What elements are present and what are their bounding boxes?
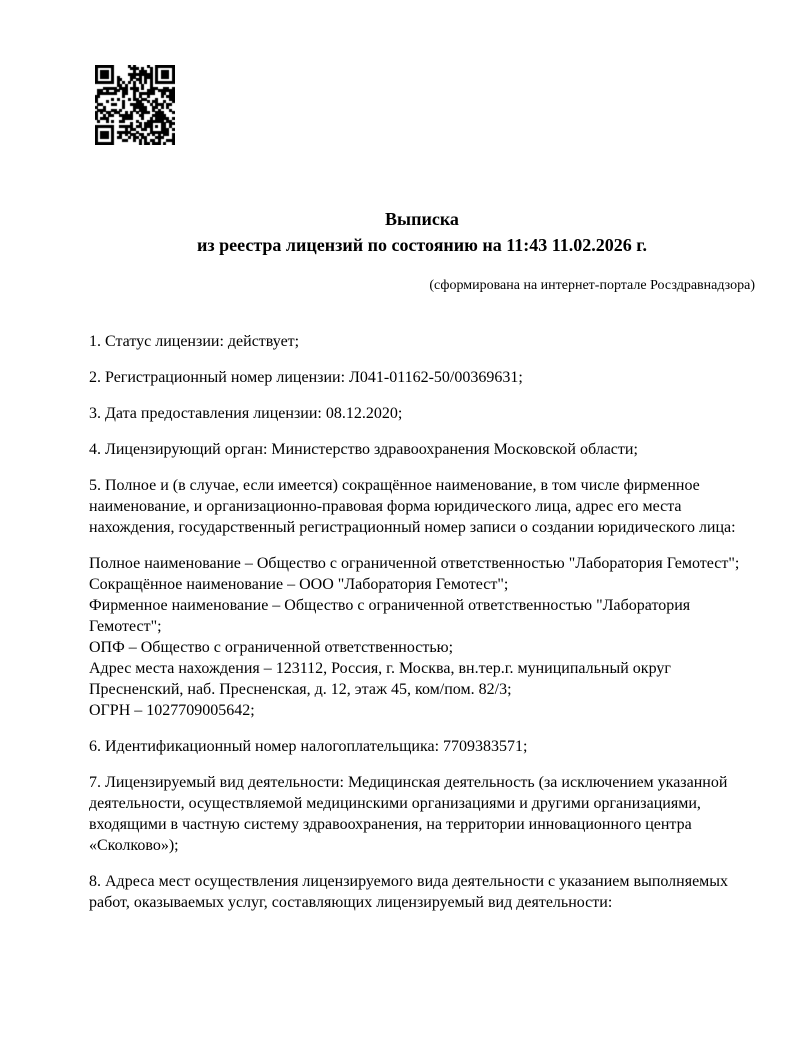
text-line: Полное наименование – Общество с ограниченной ответственностью "Лаборатория Гемотест"; bbox=[89, 555, 740, 572]
text-line: Гемотест"; bbox=[89, 618, 162, 635]
paragraph-org-names-intro bbox=[89, 475, 755, 538]
text-line: работ, оказываемых услуг, составляющих лицензируемый вид деятельности: bbox=[89, 894, 613, 911]
text-line: Пресненский, наб. Пресненская, д. 12, этаж 45, ком/пом. 82/3; bbox=[89, 681, 512, 698]
paragraph-activity-addresses-intro bbox=[89, 871, 755, 913]
paragraph-list bbox=[89, 331, 755, 928]
text-line: ОПФ – Общество с ограниченной ответственностью; bbox=[89, 639, 454, 656]
paragraph-licensing-authority bbox=[89, 439, 755, 460]
text-line: 8. Адреса мест осуществления лицензируемого вида деятельности с указанием выполняемых bbox=[89, 873, 729, 890]
text-line: Адрес места нахождения – 123112, Россия, г. Москва, вн.тер.г. муниципальный округ bbox=[89, 660, 671, 677]
text-line: Фирменное наименование – Общество с ограниченной ответственностью "Лаборатория bbox=[89, 597, 691, 614]
text-line: 6. Идентификационный номер налогоплательщика: 7709383571; bbox=[89, 738, 528, 755]
text-line: 7. Лицензируемый вид деятельности: Медицинская деятельность (за исключением указанной bbox=[89, 774, 728, 791]
text-line: нахождения, государственный регистрационный номер записи о создании юридического лица: bbox=[89, 519, 736, 536]
text-line: 3. Дата предоставления лицензии: 08.12.2020; bbox=[89, 405, 403, 422]
text-line: 4. Лицензирующий орган: Министерство здравоохранения Московской области; bbox=[89, 441, 638, 458]
text-line: наименование, и организационно-правовая форма юридического лица, адрес его места bbox=[89, 498, 682, 515]
paragraph-license-status bbox=[89, 331, 755, 352]
paragraph-org-names bbox=[89, 553, 755, 721]
document-content bbox=[89, 0, 755, 1052]
paragraph-grant-date bbox=[89, 403, 755, 424]
text-line: ОГРН – 1027709005642; bbox=[89, 702, 255, 719]
document-title bbox=[89, 206, 755, 258]
paragraph-taxpayer-number bbox=[89, 736, 755, 757]
text-line: Сокращённое наименование – ООО "Лаборатория Гемотест"; bbox=[89, 576, 509, 593]
text-line: 1. Статус лицензии: действует; bbox=[89, 333, 300, 350]
paragraph-activity-type bbox=[89, 772, 755, 856]
title-line-1: Выписка bbox=[385, 209, 459, 229]
text-line: «Сколково»); bbox=[89, 837, 179, 854]
text-line: 5. Полное и (в случае, если имеется) сокращённое наименование, в том числе фирменное bbox=[89, 477, 700, 494]
paragraph-registration-number bbox=[89, 367, 755, 388]
text-line: 2. Регистрационный номер лицензии: Л041-01162-50/00369631; bbox=[89, 369, 523, 386]
text-line: входящими в частную систему здравоохранения, на территории инновационного центра bbox=[89, 816, 692, 833]
text-line: деятельности, осуществляемой медицинскими организациями и другими организациями, bbox=[89, 795, 701, 812]
title-line-2: из реестра лицензий по состоянию на 11:43 11.02.2026 г. bbox=[197, 235, 647, 255]
document-subtitle: (сформирована на интернет-портале Росздравнадзора) bbox=[429, 278, 755, 293]
